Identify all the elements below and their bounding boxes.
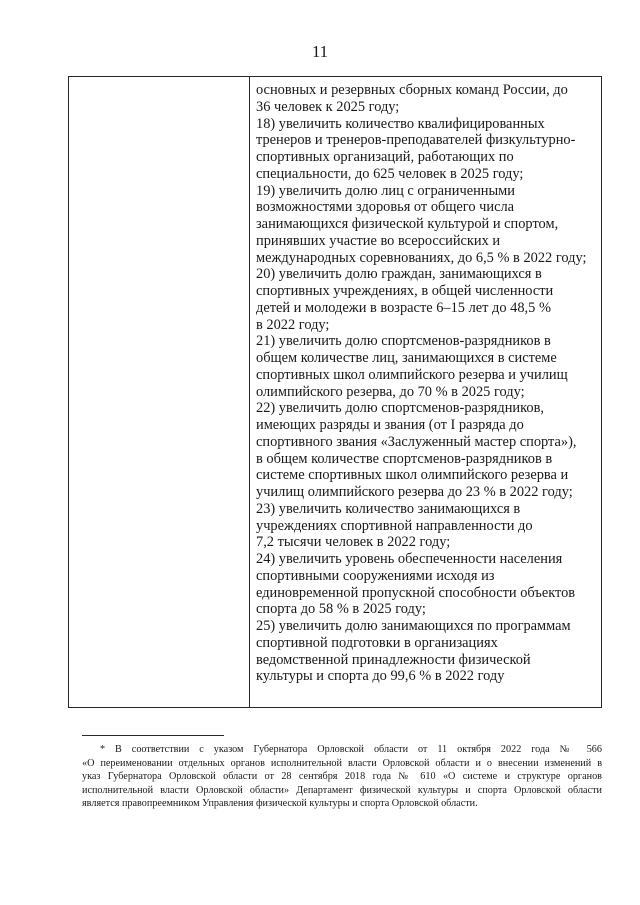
table-text-line: 18) увеличить количество квалифицированных (256, 115, 545, 132)
table-text-line: в общем количестве спортсменов-разрядников в (256, 450, 553, 467)
table-text-line: системе спортивных школ олимпийского резерва и (256, 467, 569, 484)
footnote (82, 743, 602, 811)
footnote-line: * В соответствии с указом Губернатора Орловской области от 11 октября 2022 года № 566 (100, 744, 602, 755)
table-text-line: 22) увеличить долю спортсменов-разрядников, (256, 400, 544, 417)
table-column-divider (249, 77, 250, 707)
footnote-line: указ Губернатора Орловской области от 28 сентября 2018 года № 610 «О системе и структуре органов (82, 771, 602, 783)
table-text-line: учреждениях спортивной направленности до (256, 517, 533, 534)
table-text-line: олимпийского резерва, до 70 % в 2025 году; (256, 383, 525, 400)
table-text-line: общем количестве лиц, занимающихся в системе (256, 350, 557, 366)
table-text-line: принявших участие во всероссийских и (256, 232, 501, 249)
table-text-line: спортивной подготовки в организациях (256, 634, 498, 651)
table-text-line: спортивных организаций, работающих по (256, 149, 514, 165)
table-text-line: детей и молодежи в возрасте 6–15 лет до 48,5 % (256, 299, 551, 316)
table-text-line: 36 человек к 2025 году; (256, 98, 400, 115)
table-text-line: училищ олимпийского резерва до 23 % в 2022 году; (256, 484, 573, 500)
table-text-line: 7,2 тысячи человек в 2022 году; (256, 534, 451, 551)
page-number: 11 (311, 42, 329, 61)
table-text-line: спортивных школ олимпийского резерва и училищ (256, 366, 568, 383)
table-text-line: в 2022 году; (256, 316, 330, 333)
footnote-line: исполнительной власти Орловской области» Департамент физической культуры и спорта Орловской области (82, 784, 602, 796)
table-text-line: тренеров и тренеров-преподавателей физкультурно- (256, 132, 576, 149)
table-text-line: 23) увеличить количество занимающихся в (256, 500, 521, 517)
table-text-line: 24) увеличить уровень обеспеченности населения (256, 551, 563, 567)
table-text-line: международных соревнованиях, до 6,5 % в 2022 году; (256, 249, 587, 266)
table-text-line: 25) увеличить долю занимающихся по программам (256, 618, 571, 634)
table-text-line: спорта до 58 % в 2025 году; (256, 601, 426, 618)
table-text-line: спортивного звания «Заслуженный мастер спорта»), (256, 433, 577, 450)
content-table (68, 76, 602, 708)
table-text-line: ведомственной принадлежности физической (256, 651, 531, 668)
footnote-line: «О переименовании отдельных органов исполнительной власти Орловской области и о внесении изменений в (82, 757, 602, 769)
table-text-line: культуры и спорта до 99,6 % в 2022 году (256, 668, 505, 685)
table-text-line: основных и резервных сборных команд России, до (256, 82, 568, 98)
table-text-line: спортивных учреждениях, в общей численности (256, 283, 554, 299)
table-text-line: специальности, до 625 человек в 2025 году; (256, 165, 524, 182)
table-text-line: 20) увеличить долю граждан, занимающихся в (256, 266, 542, 283)
footnote-separator (82, 735, 224, 736)
table-text-line: 19) увеличить долю лиц с ограниченными (256, 182, 515, 199)
table-text-line: 21) увеличить долю спортсменов-разрядников в (256, 333, 551, 350)
table-text-line: единовременной пропускной способности объектов (256, 584, 576, 601)
table-text-line: имеющих разряды и звания (от I разряда до (256, 417, 524, 433)
table-text-line: возможностями здоровья от общего числа (256, 199, 515, 216)
footnote-line: является правопреемником Управления физической культуры и спорта Орловской области. (82, 798, 478, 810)
table-text-line: спортивными сооружениями исходя из (256, 567, 495, 584)
table-cell-targets (256, 82, 601, 685)
table-text-line: занимающихся физической культурой и спортом, (256, 216, 559, 232)
